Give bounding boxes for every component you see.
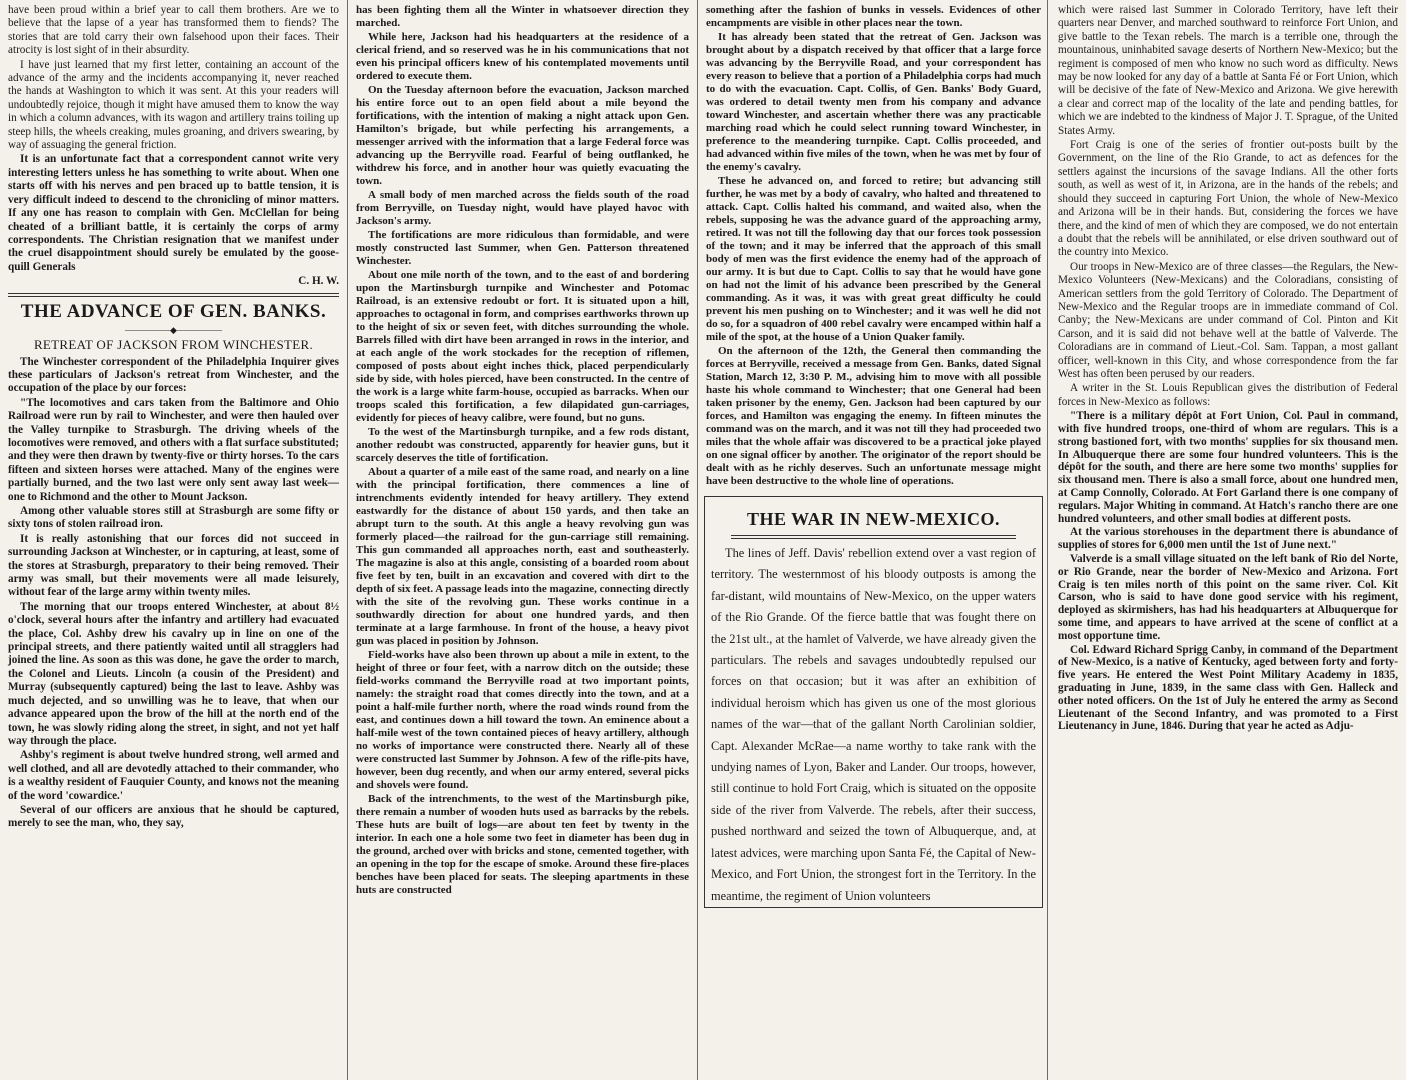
article-subhead: RETREAT OF JACKSON FROM WINCHESTER. [33,336,314,352]
paragraph: A writer in the St. Louis Republican gives the distribution of Federal forces in New-Mexico as follows: [1058,382,1398,408]
paragraph: has been fighting them all the Winter in whatsoever direction they marched. [356,4,689,29]
paragraph: have been proud within a brief year to call them brothers. Are we to believe that the lapse of a year has transformed them to fiends? The stories that are told carry their own falsehood upon their faces. Their atrocity is lost sight of in their absurdity. [8,4,339,57]
paragraph: It is an unfortunate fact that a correspondent cannot write very interesting letters unless he has something to write about. When one starts off with his nerves and pen braced up to battle tension, it is very difficult indeed to descend to the chronicling of minor matters. If any one has reason to complain with Gen. McClellan for being cheated of a brilliant battle, it is certainly the corps of army correspondents. The Christian resignation that we manifest under the cruel disappointment should surely be emulated by the goose-quill Generals [8,153,339,273]
paragraph: Several of our officers are anxious that he should be captured, merely to see the man, who, they say, [8,803,339,830]
paragraph: "There is a military dépôt at Fort Union, Col. Paul in command, with five hundred troops, one-third of whom are regulars. This is a strong bastioned fort, with two months' supplies for six thousand men. In Albuquerque there are some four hundred volunteers. This is the dépôt for the south, and there are here some two months' supplies for six thousand men. There is also a small force, about one hundred men, at Camp Connolly, Colorado. At Fort Garland there is one company of regulars. Major Whiting in command. At Hatch's rancho there are one hundred volunteers, and other small bodies at different posts. [1058,410,1398,525]
paragraph: Back of the intrenchments, to the west of the Martinsburgh pike, there remain a number of wooden huts used as barracks by the rebels. These huts are built of logs—are about ten feet by twenty in the interior. In each one a hole some two feet in diameter has been dug in the ground, arched over with bricks and stone, cemented together, with an opening in the top for the escape of smoke. Around these fire-places benches have been placed for seats. The sleeping apartments in these huts are constructed [356,793,689,896]
paragraph: About one mile north of the town, and to the east of and bordering upon the Martinsburgh turnpike and Winchester and Potomac Railroad, is an extensive redoubt or fort. It is situated upon a hill, approaches to octagonal in form, and comprises earthworks thrown up to the height of six or seven feet, with ditches surrounding the whole. Barrels filled with dirt have been arranged in rows in the interior, and at each angle of the work stockades for the reception of riflemen, composed of posts about eight inches thick, placed perpendicularly side by side, with holes pierced, have been constructed. In the centre of the work is a large white farm-house, occupied as barracks. When our troops scaled this fortification, a few dilapidated gun-carriages, evidently for pieces of heavy calibre, were found, but no guns. [356,269,689,424]
column-3 [697,0,1047,1080]
paragraph: The fortifications are more ridiculous than formidable, and were mostly constructed last Summer, when Gen. Patterson threatened Winchester. [356,229,689,267]
signature: C. H. W. [298,275,339,288]
column-4 [1047,0,1406,1080]
paragraph: Our troops in New-Mexico are of three classes—the Regulars, the New-Mexico Volunteers (New-Mexicans) and the Coloradians, consisting of American settlers from the gold Territory of Colorado. The Department of New-Mexico and the Regular troops are in immediate command of Col. Canby; the New-Mexicans are under command of Col. Pinton and Kit Carson, and it is said did not behave well at the battle of Valverde. The Coloradians are in command of Lieut.-Col. Sam. Tappan, a most gallant officer, well-known in this City, and whose correspondence from the far West has often been perused by our readers. [1058,260,1398,380]
paragraph: Field-works have also been thrown up about a mile in extent, to the height of three or four feet, with a narrow ditch on the outside; these field-works command the Berryville road at two important points, namely: the straight road that comes directly into the town, and at a point a half-mile further north, where the road winds round from the east, and continues down a hill toward the town. An eminence about a half-mile west of the town contained pieces of heavy artillery, although no works of importance were constructed there. Nearly all of these were constructed last Summer by Johnson. A few of the rifle-pits have, however, been dug recently, and when our army entered, several picks and shovels were found. [356,649,689,791]
paragraph: Valverde is a small village situated on the left bank of Rio del Norte, or Rio Grande, near the border of New-Mexico and Arizona. Fort Craig is ten miles north of this point on the same river. Col. Kit Carson, who is said to have done good service with his regiment, deployed as skirmishers, has had his headquarters at Albuquerque for some time, and appears to have arrived at the scene of conflict at a most opportune time. [1058,552,1398,642]
paragraph: On the Tuesday afternoon before the evacuation, Jackson marched his entire force out to an open field about a mile beyond the fortifications, with the intention of making a night attack upon Gen. Hamilton's brigade, but while perfecting his arrangements, a messenger arrived with the information that a large Federal force was advancing up the Berryville road. Fearful of being outflanked, he withdrew his force, and in another hour was quietly evacuating the town. [356,84,689,187]
paragraph: Ashby's regiment is about twelve hundred strong, well armed and well clothed, and all are devotedly attached to their commander, who is a wealthy resident of Fauquier County, and knows not the meaning of the word 'cowardice.' [8,749,339,802]
paragraph: which were raised last Summer in Colorado Territory, have left their quarters near Denver, and marched southward to reinforce Fort Union, and give battle to the Texan rebels. The march is a terrible one, through the mountainous, uninhabited savage deserts of Northern New-Mexico; but the regiment is composed of men who know no such word as difficulty. News may be now looked for any day of a battle at Santa Fé or Fort Union, which will be decisive of the fate of New-Mexico and Arizona. We give herewith a clear and correct map of the locality of the late and pending battles, for which we are indebted to the kindness of Major J. T. Sprague, of the United States Army. [1058,4,1398,137]
section-rule [8,293,339,297]
article-headline: THE ADVANCE OF GEN. BANKS. [20,300,327,322]
paragraph: While here, Jackson had his headquarters at the residence of a clerical friend, and so reserved was he in his communications that not even his principal officers knew of his contemplated movements until ordered to execute them. [356,31,689,82]
paragraph: Col. Edward Richard Sprigg Canby, in command of the Department of New-Mexico, is a native of Kentucky, aged between forty and forty-five years. He entered the West Point Military Academy in 1835, graduating in June, 1839, in the same class with Gen. Halleck and other noted officers. On the 1st of July he entered the army as Second Lieutenant of the Second Infantry, and was promoted to a First Lieutenancy in June, 1846. During that year he acted as Adju- [1058,643,1398,733]
paragraph: The lines of Jeff. Davis' rebellion extend over a vast region of territory. The westernmost of his bloody outposts is among the far-distant, wild mountains of New-Mexico, on the upper waters of the Rio Grande. Of the fierce battle that was fought there on the 21st ult., at the hamlet of Valverde, we have already given the particulars. The rebels and savages undoubtedly repulsed our forces on that occasion; but it was after an exhibition of individual heroism which has given us one of the most glorious names of the war—that of the gallant North Carolinian soldier, Capt. Alexander McRae—a name worthy to take rank with the undying names of Lyon, Baker and Lander. Our troops, however, still continue to hold Fort Craig, which is situated on the opposite side of the river from Valverde. The rebels, after their success, pushed northward and seized the town of Albuquerque, and, at latest advices, were marching upon Santa Fé, the Capital of New-Mexico, and Fort Union, the strongest fort in the Territory. In the meantime, the regiment of Union volunteers [711,546,1036,903]
paragraph: A small body of men marched across the fields south of the road from Berryville, on Tuesday night, would have played havoc with Jackson's army. [356,189,689,227]
paragraph: To the west of the Martinsburgh turnpike, and a few rods distant, another redoubt was constructed, apparently for heavier guns, but it scarcely deserves the title of fortification. [356,426,689,464]
paragraph: At the various storehouses in the department there is abundance of supplies of stores for 6,000 men until the 1st of June next." [1058,526,1398,552]
paragraph: On the afternoon of the 12th, the General then commanding the forces at Berryville, received a message from Gen. Banks, dated Signal Station, March 12, 3:30 P. M., advising him to move with all possible haste his whole command to Winchester; that one General had been taken prisoner by the enemy, Gen. Jackson had been captured by our forces, and Hamilton was engaging the enemy. In fifteen minutes the command was on the march, and it was not till they had proceeded two miles that the whole affair was discovered to be a practical joke played on one signal officer by another. The originator of the report should be dealt with as he richly deserves. Such an unfortunate message might have been destructive to the whole line of operations. [706,345,1041,487]
paragraph: About a quarter of a mile east of the same road, and nearly on a line with the principal fortification, there commences a line of intrenchments evidently intended for heavy artillery. They extend eastwardly for the distance of about 150 yards, and then take an abrupt turn to the south. At this angle a heavy revolving gun was formerly placed—the railroad for the gun-carriage still remaining. This gun commanded all approaches north, east and southeasterly. The magazine is also at this angle, consisting of a boarded room about five feet by ten, built in an excavation and covered with dirt to the depth of six feet. A passage leads into the magazine, connecting directly with the site of the revolving gun. These works continue in a southwardly direction for about one hundred yards, and then terminate at a large farmhouse. In front of the house, a heavy pivot gun was placed in position by Johnson. [356,466,689,647]
paragraph: It has already been stated that the retreat of Gen. Jackson was brought about by a dispatch received by that officer that a large force was advancing by the Berryville Road, and your correspondent has every reason to believe that a portion of a Philadelphia corps had much to do with the evacuation. Capt. Collis, of Gen. Banks' Body Guard, was ordered to detail twenty men from his company and advance toward Winchester, and ascertain whether there was any practicable marching road which he could select running toward Winchester, in preference to the meandering turnpike. Capt. Collis proceeded, and had advanced within five miles of the town, when he was met by four of the enemy's cavalry. [706,31,1041,173]
paragraph: "The locomotives and cars taken from the Baltimore and Ohio Railroad were run by rail to Winchester, and were then hauled over the Valley turnpike to Strasburgh. The driving wheels of the locomotives were removed, and others with a flat surface substituted; and they were then drawn by twenty-five or thirty horses. To the cars fifteen and sixteen horses were attached. Many of the engines were partially burned, and the two last were only sent away last week—one to Richmond and the other to Mount Jackson. [8,396,339,503]
paragraph: These he advanced on, and forced to retire; but advancing still further, he was met by a body of cavalry, who halted and threatened to attack. Capt. Collis halted his command, and waited also, when the rebels, supposing he was the advance guard of the approaching army, retired. It was not till the following day that our forces took possession of the town; and it may be inferred that the approach of this small body of men was the first evidence the enemy had of the approach of our army. It is but due to Capt. Collis to say that he would have gone on had not the limit of his advance been prescribed by the General commanding. As it was, it was with great great difficulty he could prevent his men pushing on to Winchester; and it was well he did not do so, for a squadron of 400 rebel cavalry were encamped within half a mile of the spot, at the house of a Union Quaker family. [706,175,1041,343]
paragraph: something after the fashion of bunks in vessels. Evidences of other encampments are visible in other places near the town. [706,4,1041,29]
paragraph: Among other valuable stores still at Strasburgh are some fifty or sixty tons of stolen railroad iron. [8,505,339,531]
paragraph: I have just learned that my first letter, containing an account of the advance of the army and the incidents accompanying it, never reached the hands at Washington to which it was sent. At this your readers will undoubtedly rejoice, though it might have amused them to know the way in which a column advances, with its wagon and artillery trains toiling up steep hills, the wheels creaking, mules groaning, and drivers swearing, by way of assuaging the general friction. [8,58,339,152]
paragraph: It is really astonishing that our forces did not succeed in surrounding Jackson at Winchester, or in capturing, at least, some of the stores at Strasburgh, preparatory to their being removed. Their army was small, but their movements were all made leisurely, without fear of the large army within twenty miles. [8,532,339,599]
column-1 [0,0,347,1080]
ornament-divider: —————◆————— [125,324,222,335]
paragraph: The Winchester correspondent of the Philadelphia Inquirer gives these particulars of Jackson's retreat from Winchester, and the occupation of the place by our forces: [8,355,339,395]
paragraph: Fort Craig is one of the series of frontier out-posts built by the Government, on the line of the Rio Grande, to act as defences for the settlers against the incursions of the savage Indians. All the other forts south, as well as west of it, in Arizona, are in the hands of the rebels; and should they succeed in capturing Fort Union, the whole of New-Mexico and Arizona will be in their hands. But, considering the forces we have there, and the kind of men of which they are composed, we do not entertain a doubt that the rebels will be annihilated, or else driven southward out of the country into Mexico. [1058,139,1398,259]
article-headline: THE WAR IN NEW-MEXICO. [746,509,1001,529]
editorial-box [704,496,1043,908]
column-2 [347,0,697,1080]
section-rule [731,535,1016,539]
paragraph: The morning that our troops entered Winchester, at about 8½ o'clock, several hours after the infantry and artillery had evacuated the place, Col. Ashby drew his cavalry up in line on one of the principal streets, and there patiently waited until all stragglers had joined the line. As soon as this was done, he gave the order to march, the Colonel and Lieuts. Lincoln (a cousin of the President) and Murray (subsequently captured) being the last to leave. Ashby was much dejected, and so unwilling was he to leave, that when our advance appeared upon the brow of the hill at the north end of the town, he was slowly riding along the street, in sight, and not yet half way through the place. [8,600,339,747]
